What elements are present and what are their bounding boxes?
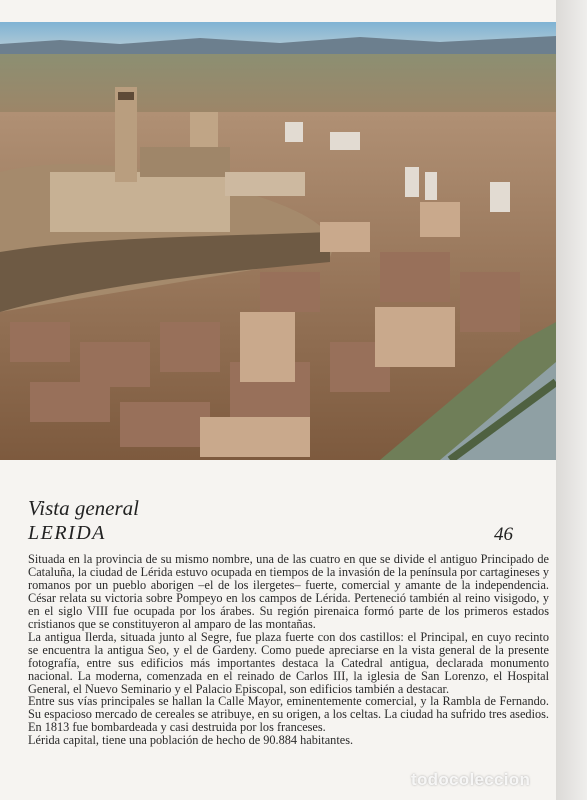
page-edge-shadow	[556, 0, 587, 800]
paragraph-history: Situada en la provincia de su mismo nombre, una de las cuatro en que se divide el antiguo Principado de Cataluña, la ciudad de Lérida estuvo ocupada en tiempos de la invasión de la península por cartagineses y romanos por un pueblo aborigen –el de los ilergetes– fuerte, comercial y amante de la independencia. César relata su victoria sobre Pompeyo en los campos de Lérida. Perteneció también al reino visigodo, y en el siglo VIII fue ocupada por los árabes. Su región pirenaica formó parte de los primeros estados cristianos que se constituyeron al amparo de las montañas.	[28, 552, 549, 631]
paragraph-population: Lérida capital, tiene una población de hecho de 90.884 habitantes.	[28, 733, 354, 748]
paragraph-monuments: La antigua Ilerda, situada junto al Segre, fue plaza fuerte con dos castillos: el Principal, en cuyo recinto se encuentra la antigua Seo, y el de Gardeny. Como puede apreciarse en la vista general de la presente fotografía, entre sus edificios más importantes destaca la Catedral antigua, declarada monumento nacional. La moderna, comenzada en el reinado de Carlos III, la iglesia de San Lorenzo, el Hospital General, el Nuevo Seminario y el Palacio Episcopal, son edificios también a destacar.	[28, 629, 549, 696]
caption-title: Vista general	[28, 496, 140, 520]
aerial-city-photo	[0, 22, 556, 460]
page-number: 46	[494, 524, 513, 545]
caption-subtitle: LERIDA	[28, 522, 106, 544]
paragraph-streets: Entre sus vías principales se hallan la Calle Mayor, eminentemente comercial, y la Rambla de Fernando. Su espacioso mercado de cereales se atribuye, en su origen, a los celtas. La ciudad ha sufrido tres asedios. En 1813 fue bombardeada y casi destruida por los franceses.	[28, 694, 549, 735]
description-text	[28, 553, 549, 747]
watermark-logo: todocoleccion	[411, 770, 531, 789]
city-aerial-illustration	[0, 22, 556, 460]
